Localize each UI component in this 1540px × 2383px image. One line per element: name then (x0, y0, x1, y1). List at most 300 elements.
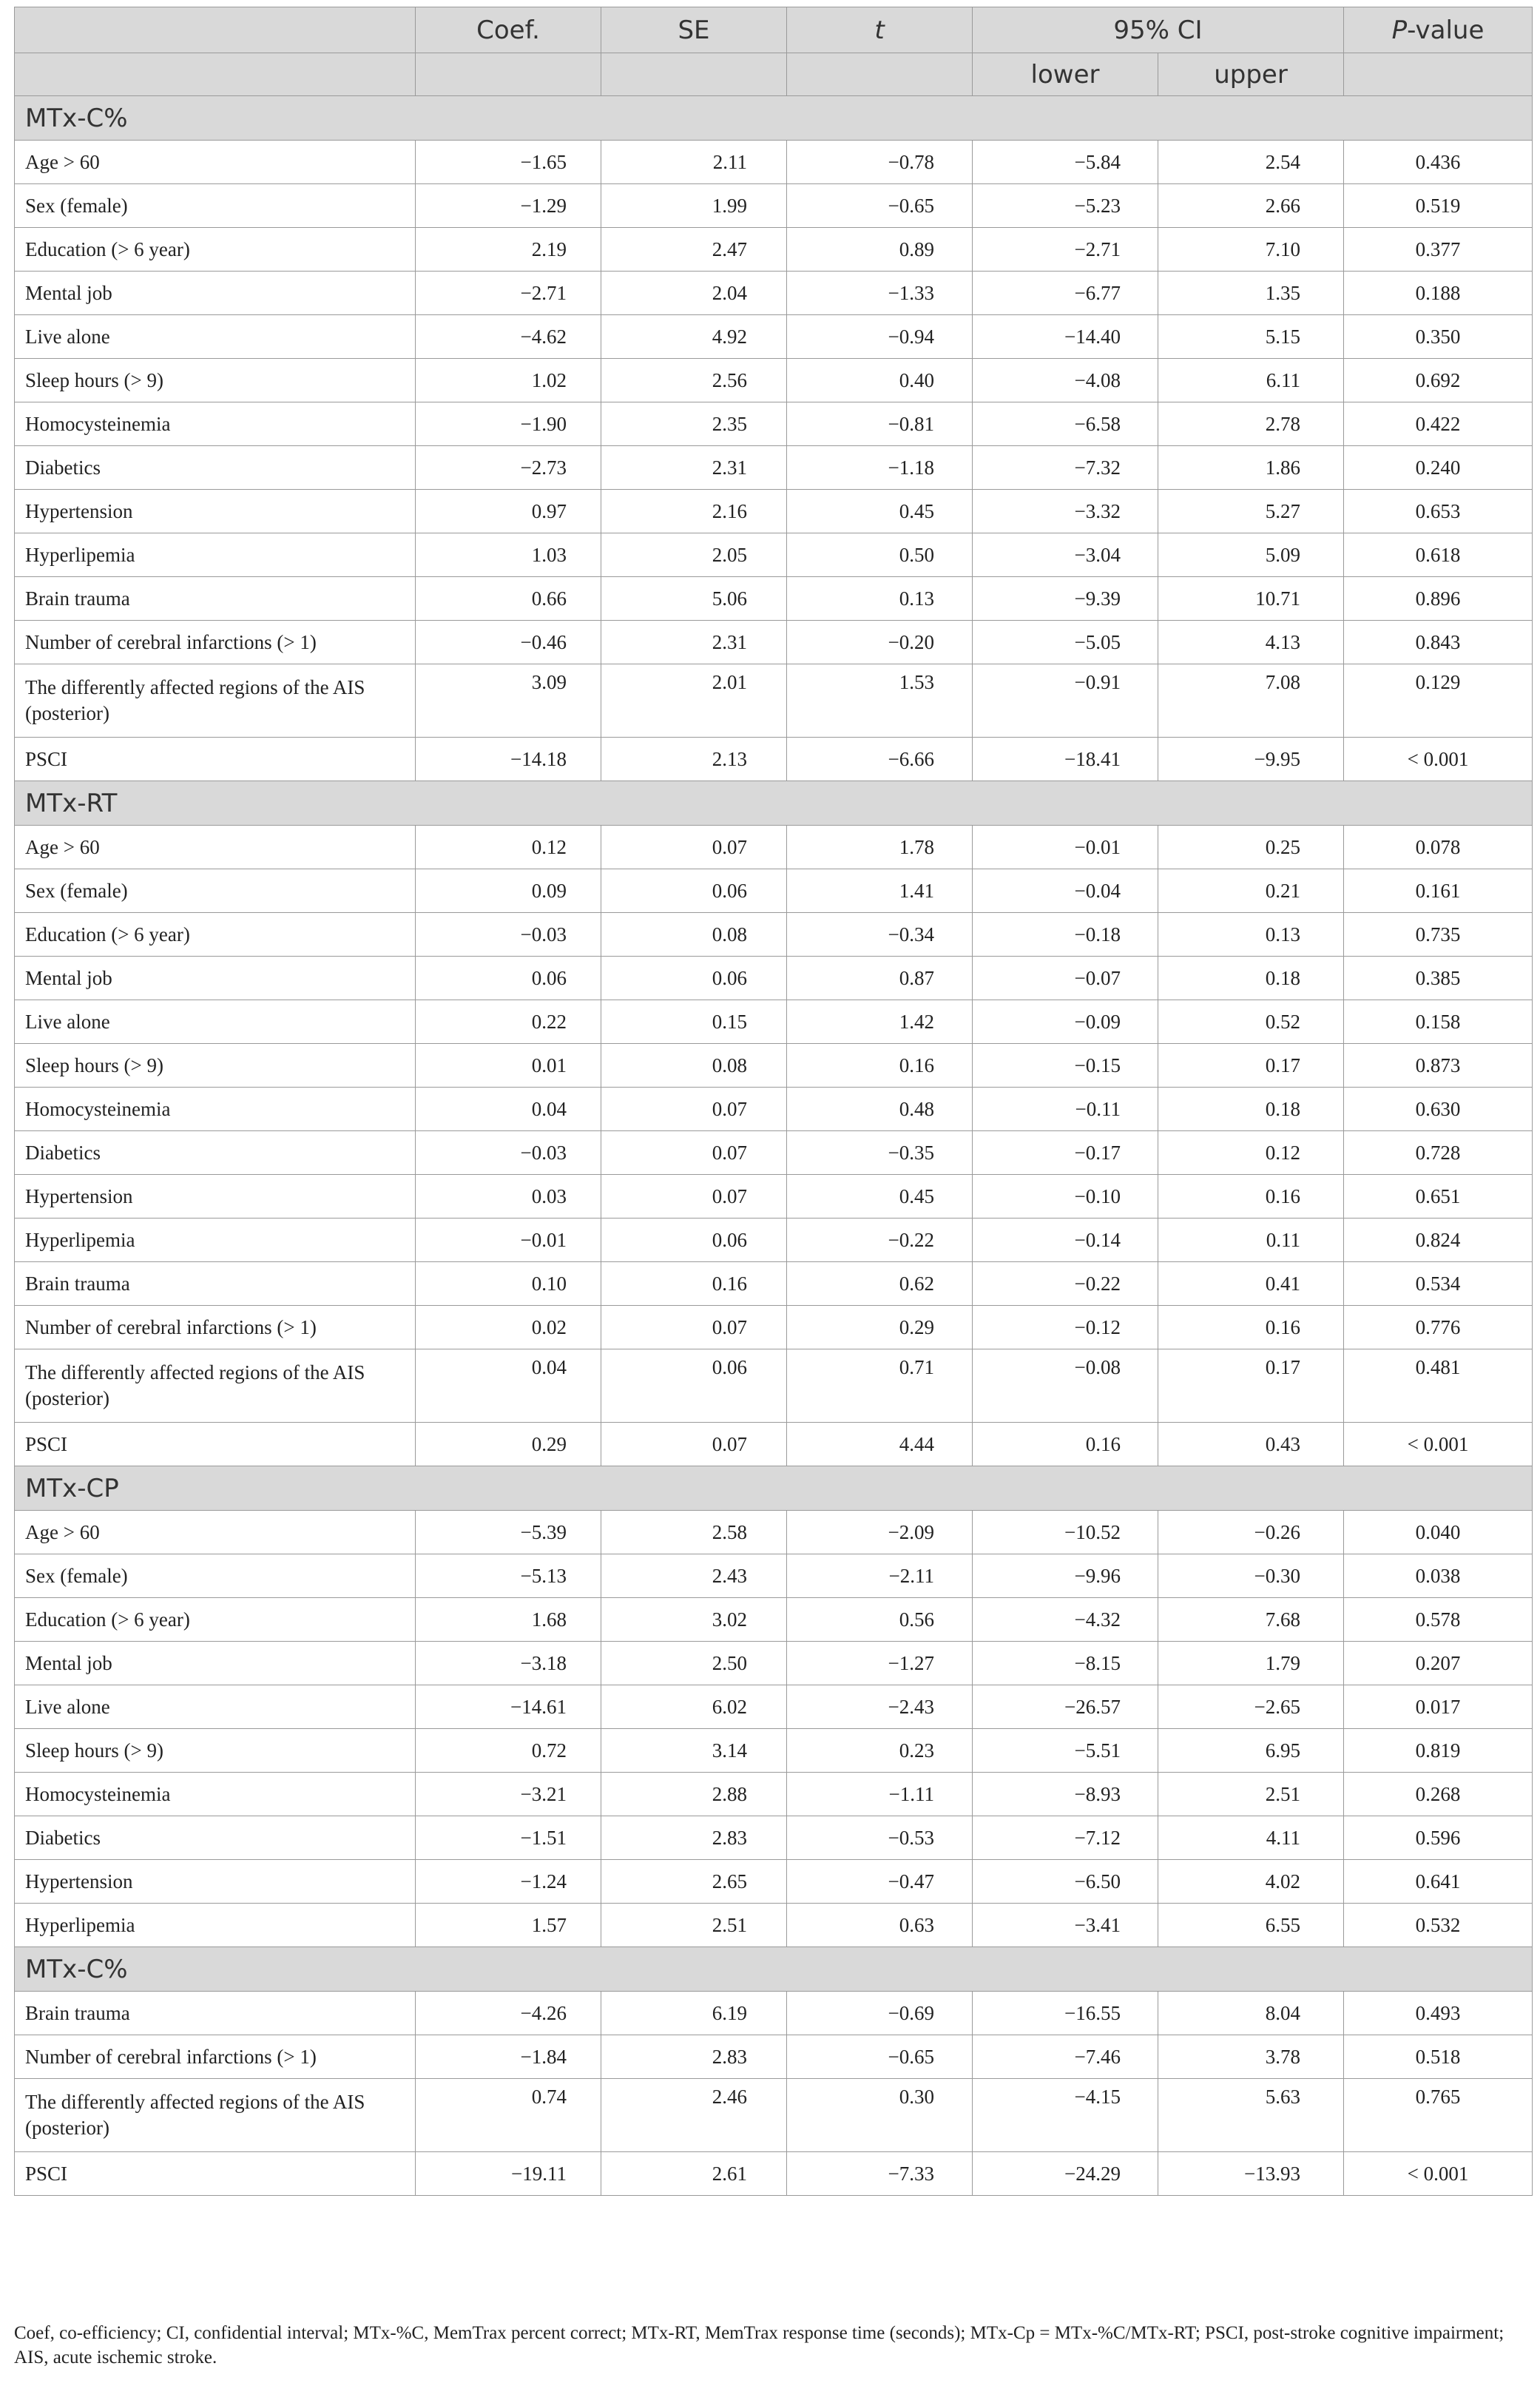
ci-lower-cell: −0.11 (973, 1088, 1158, 1131)
t-cell: −0.65 (787, 2035, 973, 2079)
variable-label: Age > 60 (15, 1511, 416, 1554)
variable-label: Live alone (15, 1685, 416, 1729)
p-value-cell: 0.481 (1344, 1349, 1533, 1423)
subheader-blank (15, 53, 416, 96)
coef-cell: 0.66 (416, 577, 601, 621)
table-row (15, 272, 1533, 315)
coef-cell: −0.03 (416, 913, 601, 957)
header-blank (15, 7, 416, 53)
ci-lower-cell: −10.52 (973, 1511, 1158, 1554)
t-cell: 0.16 (787, 1044, 973, 1088)
t-cell: −2.11 (787, 1554, 973, 1598)
variable-label: Hypertension (15, 1860, 416, 1904)
table-row (15, 1554, 1533, 1598)
ci-lower-cell: −0.12 (973, 1306, 1158, 1349)
p-value-cell: 0.377 (1344, 228, 1533, 272)
t-cell: 0.23 (787, 1729, 973, 1773)
coef-cell: −14.18 (416, 738, 601, 781)
coef-cell: 0.04 (416, 1088, 601, 1131)
subheader-blank (601, 53, 787, 96)
t-cell: 0.29 (787, 1306, 973, 1349)
ci-upper-cell: 4.02 (1158, 1860, 1344, 1904)
ci-lower-cell: −0.18 (973, 913, 1158, 957)
se-cell: 2.43 (601, 1554, 787, 1598)
section-title: MTx-CP (15, 1466, 1533, 1511)
coef-cell: 0.03 (416, 1175, 601, 1219)
coef-cell: −5.39 (416, 1511, 601, 1554)
table-row (15, 1729, 1533, 1773)
section-title: MTx-C% (15, 1947, 1533, 1992)
p-value-cell: 0.618 (1344, 533, 1533, 577)
table-row (15, 1349, 1533, 1423)
t-cell: −0.20 (787, 621, 973, 664)
variable-label: Number of cerebral infarctions (> 1) (15, 1306, 416, 1349)
table-row (15, 1598, 1533, 1642)
ci-lower-cell: −5.05 (973, 621, 1158, 664)
p-value-cell: 0.532 (1344, 1904, 1533, 1947)
table-row (15, 1685, 1533, 1729)
ci-upper-cell: 2.66 (1158, 184, 1344, 228)
coef-cell: 1.03 (416, 533, 601, 577)
coef-cell: −1.65 (416, 141, 601, 184)
ci-lower-cell: −5.23 (973, 184, 1158, 228)
ci-lower-cell: −4.15 (973, 2079, 1158, 2152)
table-row (15, 913, 1533, 957)
p-value-cell: 0.268 (1344, 1773, 1533, 1816)
p-value-cell: 0.436 (1344, 141, 1533, 184)
coef-cell: 0.29 (416, 1423, 601, 1466)
p-value-cell: 0.596 (1344, 1816, 1533, 1860)
coef-cell: 0.72 (416, 1729, 601, 1773)
ci-lower-cell: −4.08 (973, 359, 1158, 402)
ci-lower-cell: −0.91 (973, 664, 1158, 738)
ci-upper-cell: −13.93 (1158, 2152, 1344, 2196)
header-t: t (787, 7, 973, 53)
variable-label: Sleep hours (> 9) (15, 1729, 416, 1773)
p-value-cell: 0.728 (1344, 1131, 1533, 1175)
variable-label: Hyperlipemia (15, 1904, 416, 1947)
ci-upper-cell: 0.17 (1158, 1044, 1344, 1088)
table-footnote: Coef, co-efficiency; CI, confidential interval; MTx-%C, MemTrax percent correct; MTx-RT, MemTrax response time (seconds); MTx-Cp = MTx-%C/MTx-RT; PSCI, post-stroke cognitive impairment; AIS, acute ischemic stroke. (14, 2323, 1504, 2367)
ci-upper-cell: 0.16 (1158, 1306, 1344, 1349)
t-cell: 1.41 (787, 869, 973, 913)
table-row (15, 533, 1533, 577)
variable-label: Mental job (15, 1642, 416, 1685)
se-cell: 2.16 (601, 490, 787, 533)
se-cell: 4.92 (601, 315, 787, 359)
variable-label: Sex (female) (15, 1554, 416, 1598)
p-value-cell: 0.765 (1344, 2079, 1533, 2152)
ci-upper-cell: 1.35 (1158, 272, 1344, 315)
ci-upper-cell: 4.13 (1158, 621, 1344, 664)
ci-lower-cell: −3.41 (973, 1904, 1158, 1947)
ci-lower-cell: −7.12 (973, 1816, 1158, 1860)
subheader-row (15, 53, 1533, 96)
t-cell: 0.45 (787, 490, 973, 533)
table-row (15, 315, 1533, 359)
se-cell: 2.31 (601, 621, 787, 664)
se-cell: 2.50 (601, 1642, 787, 1685)
ci-lower-cell: 0.16 (973, 1423, 1158, 1466)
ci-lower-cell: −9.39 (973, 577, 1158, 621)
variable-label: Diabetics (15, 446, 416, 490)
ci-lower-cell: −2.71 (973, 228, 1158, 272)
t-cell: −0.65 (787, 184, 973, 228)
table-row (15, 664, 1533, 738)
coef-cell: 2.19 (416, 228, 601, 272)
t-cell: −0.35 (787, 1131, 973, 1175)
se-cell: 6.02 (601, 1685, 787, 1729)
table-row (15, 228, 1533, 272)
ci-lower-cell: −0.08 (973, 1349, 1158, 1423)
coef-cell: −3.21 (416, 1773, 601, 1816)
regression-table-container (14, 7, 1532, 2196)
ci-upper-cell: −2.65 (1158, 1685, 1344, 1729)
variable-label: Hyperlipemia (15, 533, 416, 577)
section-header-row (15, 1466, 1533, 1511)
table-row (15, 1088, 1533, 1131)
t-cell: 0.48 (787, 1088, 973, 1131)
coef-cell: 0.12 (416, 826, 601, 869)
table-row (15, 738, 1533, 781)
coef-cell: −1.51 (416, 1816, 601, 1860)
t-cell: −1.11 (787, 1773, 973, 1816)
p-value-cell: 0.207 (1344, 1642, 1533, 1685)
ci-upper-cell: 0.52 (1158, 1000, 1344, 1044)
table-row (15, 1044, 1533, 1088)
se-cell: 2.56 (601, 359, 787, 402)
ci-lower-cell: −9.96 (973, 1554, 1158, 1598)
p-value-cell: 0.161 (1344, 869, 1533, 913)
ci-lower-cell: −0.15 (973, 1044, 1158, 1088)
coef-cell: 0.06 (416, 957, 601, 1000)
header-p-suffix: -value (1407, 15, 1485, 45)
se-cell: 0.07 (601, 1306, 787, 1349)
coef-cell: −1.29 (416, 184, 601, 228)
variable-label: Education (> 6 year) (15, 1598, 416, 1642)
coef-cell: −3.18 (416, 1642, 601, 1685)
ci-upper-cell: 0.11 (1158, 1219, 1344, 1262)
ci-upper-cell: 0.17 (1158, 1349, 1344, 1423)
t-cell: −7.33 (787, 2152, 973, 2196)
regression-table (14, 7, 1533, 2196)
coef-cell: −19.11 (416, 2152, 601, 2196)
ci-upper-cell: 2.78 (1158, 402, 1344, 446)
variable-label: Sex (female) (15, 869, 416, 913)
p-value-cell: 0.641 (1344, 1860, 1533, 1904)
ci-lower-cell: −3.32 (973, 490, 1158, 533)
t-cell: 0.63 (787, 1904, 973, 1947)
table-row (15, 490, 1533, 533)
coef-cell: 0.09 (416, 869, 601, 913)
p-value-cell: 0.188 (1344, 272, 1533, 315)
table-row (15, 446, 1533, 490)
header-coef: Coef. (416, 7, 601, 53)
ci-upper-cell: 0.43 (1158, 1423, 1344, 1466)
coef-cell: 0.02 (416, 1306, 601, 1349)
se-cell: 0.08 (601, 913, 787, 957)
variable-label: Homocysteinemia (15, 1773, 416, 1816)
coef-cell: −2.71 (416, 272, 601, 315)
se-cell: 2.83 (601, 1816, 787, 1860)
se-cell: 2.47 (601, 228, 787, 272)
se-cell: 0.07 (601, 1088, 787, 1131)
ci-lower-cell: −7.32 (973, 446, 1158, 490)
se-cell: 2.35 (601, 402, 787, 446)
coef-cell: 0.01 (416, 1044, 601, 1088)
coef-cell: 0.97 (416, 490, 601, 533)
p-value-cell: < 0.001 (1344, 738, 1533, 781)
table-row (15, 402, 1533, 446)
coef-cell: 0.74 (416, 2079, 601, 2152)
se-cell: 2.51 (601, 1904, 787, 1947)
table-row (15, 184, 1533, 228)
se-cell: 0.07 (601, 1175, 787, 1219)
t-cell: 0.56 (787, 1598, 973, 1642)
variable-label: Age > 60 (15, 141, 416, 184)
table-row (15, 1642, 1533, 1685)
ci-upper-cell: 7.10 (1158, 228, 1344, 272)
t-cell: −6.66 (787, 738, 973, 781)
p-value-cell: 0.735 (1344, 913, 1533, 957)
p-value-cell: 0.692 (1344, 359, 1533, 402)
ci-upper-cell: −9.95 (1158, 738, 1344, 781)
ci-lower-cell: −18.41 (973, 738, 1158, 781)
t-cell: −0.22 (787, 1219, 973, 1262)
p-value-cell: 0.129 (1344, 664, 1533, 738)
p-value-cell: 0.824 (1344, 1219, 1533, 1262)
t-cell: 1.42 (787, 1000, 973, 1044)
ci-lower-cell: −0.01 (973, 826, 1158, 869)
section-header-row (15, 96, 1533, 141)
se-cell: 0.06 (601, 1349, 787, 1423)
se-cell: 0.15 (601, 1000, 787, 1044)
ci-upper-cell: 10.71 (1158, 577, 1344, 621)
p-value-cell: 0.651 (1344, 1175, 1533, 1219)
coef-cell: −4.26 (416, 1992, 601, 2035)
variable-label: PSCI (15, 738, 416, 781)
se-cell: 0.16 (601, 1262, 787, 1306)
t-cell: 0.89 (787, 228, 973, 272)
table-row (15, 1000, 1533, 1044)
p-value-cell: 0.819 (1344, 1729, 1533, 1773)
variable-label: The differently affected regions of the AIS (posterior) (15, 664, 416, 738)
variable-label: Diabetics (15, 1816, 416, 1860)
section-title: MTx-RT (15, 781, 1533, 826)
coef-cell: 3.09 (416, 664, 601, 738)
table-row (15, 1306, 1533, 1349)
p-value-cell: 0.038 (1344, 1554, 1533, 1598)
se-cell: 3.14 (601, 1729, 787, 1773)
coef-cell: −0.01 (416, 1219, 601, 1262)
coef-cell: 1.02 (416, 359, 601, 402)
coef-cell: −2.73 (416, 446, 601, 490)
se-cell: 2.05 (601, 533, 787, 577)
section-header-row (15, 781, 1533, 826)
variable-label: Hypertension (15, 490, 416, 533)
t-cell: −2.43 (787, 1685, 973, 1729)
se-cell: 2.11 (601, 141, 787, 184)
t-cell: −0.94 (787, 315, 973, 359)
table-row (15, 1423, 1533, 1466)
ci-lower-cell: −24.29 (973, 2152, 1158, 2196)
table-row (15, 1131, 1533, 1175)
variable-label: Live alone (15, 315, 416, 359)
ci-upper-cell: 6.95 (1158, 1729, 1344, 1773)
table-row (15, 1860, 1533, 1904)
variable-label: Brain trauma (15, 577, 416, 621)
ci-upper-cell: 8.04 (1158, 1992, 1344, 2035)
header-ci-upper: upper (1158, 53, 1344, 96)
p-value-cell: 0.422 (1344, 402, 1533, 446)
ci-lower-cell: −8.93 (973, 1773, 1158, 1816)
se-cell: 0.06 (601, 1219, 787, 1262)
p-value-cell: 0.896 (1344, 577, 1533, 621)
ci-upper-cell: 0.18 (1158, 1088, 1344, 1131)
variable-label: PSCI (15, 2152, 416, 2196)
se-cell: 2.58 (601, 1511, 787, 1554)
variable-label: The differently affected regions of the AIS (posterior) (15, 1349, 416, 1423)
coef-cell: −4.62 (416, 315, 601, 359)
table-row (15, 1992, 1533, 2035)
table-row (15, 1219, 1533, 1262)
variable-label: Diabetics (15, 1131, 416, 1175)
coef-cell: −1.84 (416, 2035, 601, 2079)
t-cell: −0.78 (787, 141, 973, 184)
p-value-cell: 0.493 (1344, 1992, 1533, 2035)
variable-label: Sleep hours (> 9) (15, 359, 416, 402)
se-cell: 0.07 (601, 1423, 787, 1466)
subheader-blank (1344, 53, 1533, 96)
variable-label: The differently affected regions of the AIS (posterior) (15, 2079, 416, 2152)
t-cell: −0.69 (787, 1992, 973, 2035)
p-value-cell: 0.158 (1344, 1000, 1533, 1044)
t-cell: 0.71 (787, 1349, 973, 1423)
p-value-cell: 0.534 (1344, 1262, 1533, 1306)
table-row (15, 1773, 1533, 1816)
ci-lower-cell: −26.57 (973, 1685, 1158, 1729)
ci-upper-cell: 4.11 (1158, 1816, 1344, 1860)
t-cell: 4.44 (787, 1423, 973, 1466)
ci-upper-cell: 0.12 (1158, 1131, 1344, 1175)
t-cell: −1.18 (787, 446, 973, 490)
ci-lower-cell: −6.58 (973, 402, 1158, 446)
ci-upper-cell: 5.09 (1158, 533, 1344, 577)
table-row (15, 826, 1533, 869)
ci-upper-cell: 0.41 (1158, 1262, 1344, 1306)
t-cell: −0.34 (787, 913, 973, 957)
coef-cell: 1.57 (416, 1904, 601, 1947)
coef-cell: −5.13 (416, 1554, 601, 1598)
ci-upper-cell: 7.08 (1158, 664, 1344, 738)
p-value-cell: 0.630 (1344, 1088, 1533, 1131)
variable-label: PSCI (15, 1423, 416, 1466)
ci-upper-cell: 5.63 (1158, 2079, 1344, 2152)
se-cell: 0.07 (601, 826, 787, 869)
ci-upper-cell: 5.15 (1158, 315, 1344, 359)
p-value-cell: 0.350 (1344, 315, 1533, 359)
ci-upper-cell: 0.16 (1158, 1175, 1344, 1219)
ci-upper-cell: 0.18 (1158, 957, 1344, 1000)
ci-lower-cell: −14.40 (973, 315, 1158, 359)
table-row (15, 1816, 1533, 1860)
se-cell: 2.04 (601, 272, 787, 315)
p-value-cell: < 0.001 (1344, 1423, 1533, 1466)
table-row (15, 2152, 1533, 2196)
ci-upper-cell: 6.11 (1158, 359, 1344, 402)
t-cell: 0.50 (787, 533, 973, 577)
variable-label: Number of cerebral infarctions (> 1) (15, 621, 416, 664)
se-cell: 0.06 (601, 869, 787, 913)
ci-lower-cell: −5.84 (973, 141, 1158, 184)
header-p-value (1344, 7, 1533, 53)
ci-lower-cell: −8.15 (973, 1642, 1158, 1685)
se-cell: 2.01 (601, 664, 787, 738)
header-se: SE (601, 7, 787, 53)
header-95ci: 95% CI (973, 7, 1344, 53)
p-value-cell: 0.653 (1344, 490, 1533, 533)
t-cell: 0.30 (787, 2079, 973, 2152)
ci-lower-cell: −6.50 (973, 1860, 1158, 1904)
table-row (15, 869, 1533, 913)
coef-cell: 1.68 (416, 1598, 601, 1642)
table-row (15, 621, 1533, 664)
t-cell: −2.09 (787, 1511, 973, 1554)
ci-lower-cell: −0.14 (973, 1219, 1158, 1262)
ci-lower-cell: −0.07 (973, 957, 1158, 1000)
t-cell: 0.87 (787, 957, 973, 1000)
ci-lower-cell: −7.46 (973, 2035, 1158, 2079)
ci-upper-cell: −0.30 (1158, 1554, 1344, 1598)
ci-lower-cell: −0.09 (973, 1000, 1158, 1044)
ci-lower-cell: −0.22 (973, 1262, 1158, 1306)
variable-label: Education (> 6 year) (15, 913, 416, 957)
t-cell: 0.40 (787, 359, 973, 402)
t-cell: 1.53 (787, 664, 973, 738)
p-value-cell: 0.078 (1344, 826, 1533, 869)
variable-label: Brain trauma (15, 1992, 416, 2035)
ci-upper-cell: 6.55 (1158, 1904, 1344, 1947)
coef-cell: −1.24 (416, 1860, 601, 1904)
table-row (15, 141, 1533, 184)
p-value-cell: 0.843 (1344, 621, 1533, 664)
coef-cell: −1.90 (416, 402, 601, 446)
se-cell: 2.65 (601, 1860, 787, 1904)
ci-lower-cell: −0.04 (973, 869, 1158, 913)
table-row (15, 1511, 1533, 1554)
table-header (15, 7, 1533, 96)
se-cell: 2.83 (601, 2035, 787, 2079)
se-cell: 2.13 (601, 738, 787, 781)
variable-label: Hypertension (15, 1175, 416, 1219)
table-body (15, 96, 1533, 2196)
ci-upper-cell: 0.21 (1158, 869, 1344, 913)
variable-label: Mental job (15, 272, 416, 315)
p-value-cell: 0.040 (1344, 1511, 1533, 1554)
p-value-cell: 0.578 (1344, 1598, 1533, 1642)
t-cell: −0.53 (787, 1816, 973, 1860)
variable-label: Homocysteinemia (15, 1088, 416, 1131)
section-title: MTx-C% (15, 96, 1533, 141)
se-cell: 2.61 (601, 2152, 787, 2196)
t-cell: −1.33 (787, 272, 973, 315)
variable-label: Brain trauma (15, 1262, 416, 1306)
t-cell: 0.13 (787, 577, 973, 621)
variable-label: Homocysteinemia (15, 402, 416, 446)
coef-cell: −0.46 (416, 621, 601, 664)
t-cell: 1.78 (787, 826, 973, 869)
p-value-cell: 0.518 (1344, 2035, 1533, 2079)
